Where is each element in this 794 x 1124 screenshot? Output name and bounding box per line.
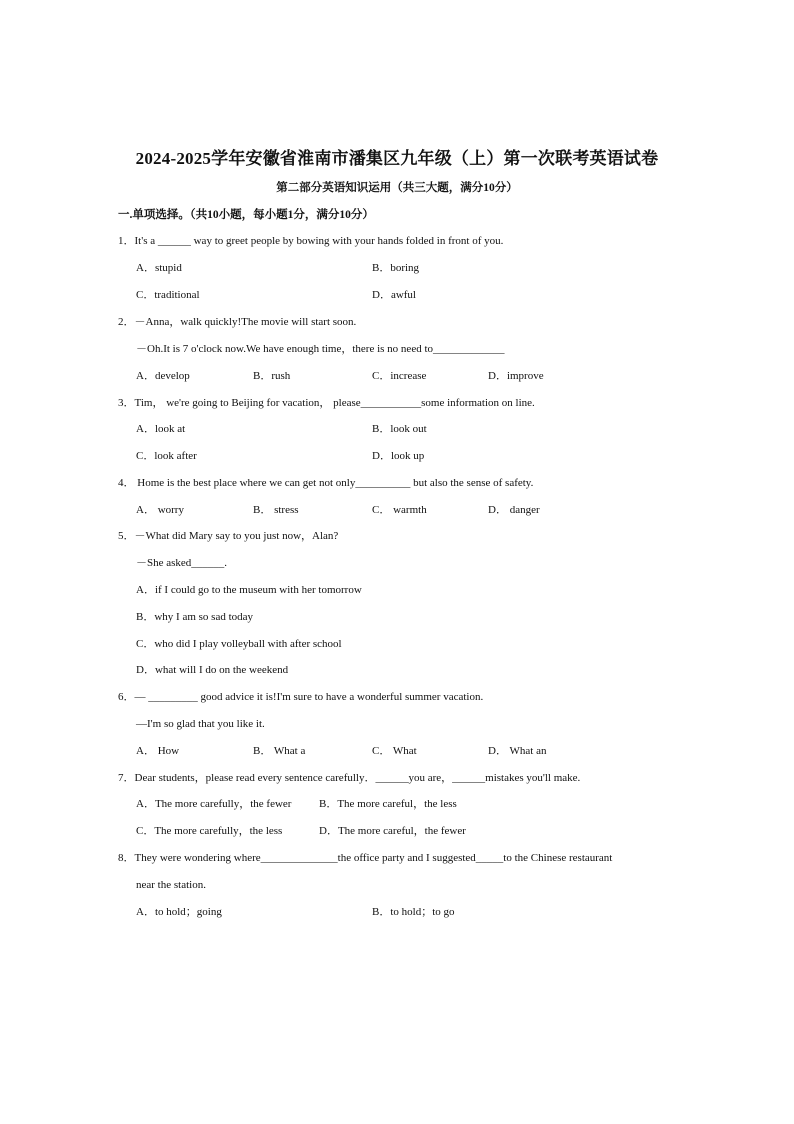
question-3-option-a: A．look at [136,423,186,435]
question-7-option-a: A．The more carefully，the fewer [136,798,292,810]
page-subtitle: 第二部分英语知识运用（共三大题，满分10分） [276,182,518,194]
question-2-option-b: B．rush [253,370,291,382]
question-2-option-a: A．develop [136,370,190,382]
question-1-option-c: C．traditional [136,289,200,301]
question-2-option-c: C．increase [372,370,427,382]
question-4-option-d: D． danger [488,504,540,516]
question-8-option-b: B．to hold；to go [372,906,455,918]
question-5-stem-reply: －She asked______. [136,557,228,569]
question-2-option-d: D．improve [488,370,544,382]
question-6-option-c: C． What [372,745,417,757]
question-3-option-d: D．look up [372,450,425,462]
question-1-option-a: A．stupid [136,262,182,274]
question-7-option-d: D．The more careful，the fewer [319,825,466,837]
question-8-stem: 8．They were wondering where______________the office party and I suggested_____to the Chinese restaurant [118,852,613,864]
question-1-option-b: B．boring [372,262,420,274]
question-4-stem: 4． Home is the best place where we can get not only__________ but also the sense of safety. [118,477,534,489]
question-8-stem-cont: near the station. [136,879,206,891]
section-heading: 一.单项选择。（共10小题，每小题1分，满分10分） [118,209,374,221]
page-title: 2024-2025学年安徽省淮南市潘集区九年级（上）第一次联考英语试卷 [135,149,659,168]
question-7-option-c: C．The more carefully，the less [136,825,283,837]
question-6-option-d: D． What an [488,745,547,757]
question-5-option-b: B．why I am so sad today [136,611,254,623]
question-3-stem: 3．Tim， we're going to Beijing for vacation， please___________some information on line. [118,397,535,409]
question-8-option-a: A．to hold；going [136,906,222,918]
question-5-option-d: D．what will I do on the weekend [136,664,289,676]
question-4-option-c: C． warmth [372,504,427,516]
question-2-stem-reply: －Oh.It is 7 o'clock now.We have enough time，there is no need to_____________ [136,343,505,355]
question-6-stem-reply: —I'm so glad that you like it. [136,718,265,730]
question-4-option-a: A． worry [136,504,184,516]
question-7-stem: 7．Dear students，please read every sentence carefully．______you are，______mistakes you'll make. [118,772,581,784]
question-3-option-c: C．look after [136,450,197,462]
question-5-option-a: A．if I could go to the museum with her tomorrow [136,584,362,596]
question-2-stem: 2．－Anna，walk quickly!The movie will start soon. [118,316,357,328]
question-1-stem: 1．It's a ______ way to greet people by bowing with your hands folded in front of you. [118,235,504,247]
question-7-option-b: B．The more careful，the less [319,798,457,810]
question-5-stem: 5．－What did Mary say to you just now，Alan? [118,530,339,542]
question-5-option-c: C．who did I play volleyball with after school [136,638,342,650]
question-1-option-d: D．awful [372,289,416,301]
question-6-stem: 6．— _________ good advice it is!I'm sure to have a wonderful summer vacation. [118,691,484,703]
question-3-option-b: B．look out [372,423,427,435]
question-6-option-a: A． How [136,745,180,757]
question-4-option-b: B． stress [253,504,299,516]
question-6-option-b: B． What a [253,745,306,757]
